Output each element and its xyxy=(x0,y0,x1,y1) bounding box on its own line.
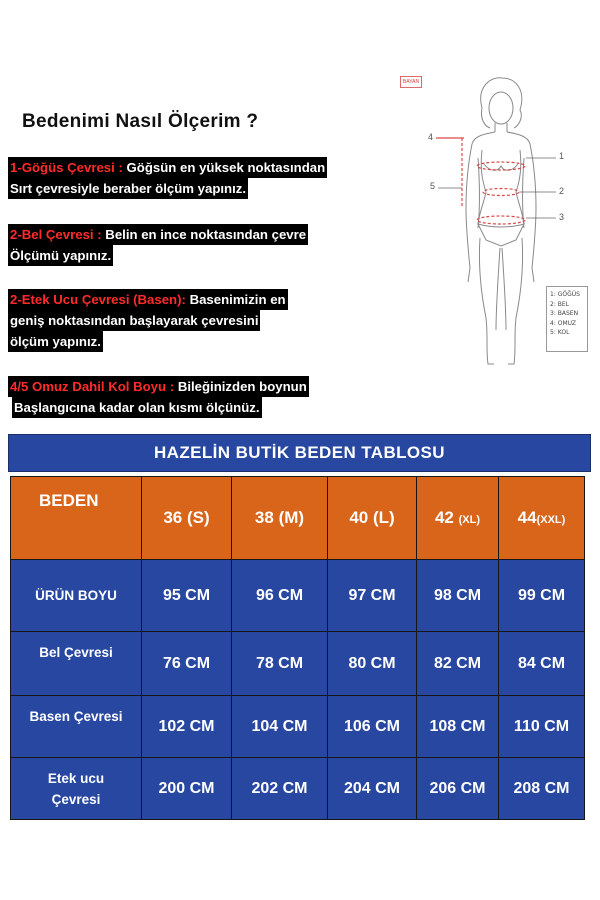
size-table xyxy=(10,476,585,820)
badge: BAYAN xyxy=(400,76,422,88)
table-cell: 95 CM xyxy=(142,560,232,632)
instruction-sleeve xyxy=(8,376,309,418)
table-row xyxy=(11,696,585,758)
size-header-label: BEDEN xyxy=(11,477,142,560)
instruction-text: Başlangıcına kadar olan kısmı ölçünüz. xyxy=(12,397,262,418)
size-header-cell: 42 (XL) xyxy=(417,477,499,560)
table-row xyxy=(11,758,585,820)
table-cell: 82 CM xyxy=(417,632,499,696)
marker-4: 4 xyxy=(428,132,434,142)
row-label: Bel Çevresi xyxy=(11,632,142,696)
table-row xyxy=(11,632,585,696)
table-row xyxy=(11,560,585,632)
instruction-text: Bileğinizden boynun xyxy=(177,379,307,394)
instruction-label: 1-Göğüs Çevresi : xyxy=(10,160,123,175)
table-cell: 202 CM xyxy=(232,758,328,820)
table-cell: 104 CM xyxy=(232,696,328,758)
instruction-label: 4/5 Omuz Dahil Kol Boyu : xyxy=(10,379,175,394)
legend-item: 1: GÖĞÜS xyxy=(550,291,580,298)
table-cell: 106 CM xyxy=(328,696,417,758)
marker-1: 1 xyxy=(559,151,565,161)
table-cell: 78 CM xyxy=(232,632,328,696)
table-cell: 204 CM xyxy=(328,758,417,820)
row-label: Basen Çevresi xyxy=(11,696,142,758)
size-header-cell: 36 (S) xyxy=(142,477,232,560)
table-cell: 206 CM xyxy=(417,758,499,820)
marker-2: 2 xyxy=(559,186,565,196)
table-cell: 208 CM xyxy=(499,758,585,820)
table-cell: 98 CM xyxy=(417,560,499,632)
table-cell: 200 CM xyxy=(142,758,232,820)
instruction-label: 2-Etek Ucu Çevresi (Basen): xyxy=(10,292,186,307)
legend-item: 3: BASEN xyxy=(550,310,579,317)
size-table-title: HAZELİN BUTİK BEDEN TABLOSU xyxy=(8,434,591,472)
instruction-label: 2-Bel Çevresi : xyxy=(10,227,102,242)
marker-5: 5 xyxy=(430,181,436,191)
size-header-cell: 44(XXL) xyxy=(499,477,585,560)
instruction-text: Belin en ince noktasından çevre xyxy=(105,227,307,242)
legend-item: 4: OMUZ xyxy=(550,319,577,327)
row-label: Etek ucu Çevresi xyxy=(11,758,142,820)
instruction-text: geniş noktasından başlayarak çevresini xyxy=(8,310,260,331)
instruction-text: Göğsün en yüksek noktasından xyxy=(126,160,326,175)
figure-legend xyxy=(546,286,588,352)
size-header-row xyxy=(11,477,585,560)
instruction-chest xyxy=(8,157,327,199)
instruction-text: Sırt çevresiyle beraber ölçüm yapınız. xyxy=(8,178,248,199)
size-header-cell: 38 (M) xyxy=(232,477,328,560)
table-cell: 76 CM xyxy=(142,632,232,696)
instruction-text: Ölçümü yapınız. xyxy=(8,245,113,266)
instruction-waist xyxy=(8,224,308,266)
table-cell: 80 CM xyxy=(328,632,417,696)
table-cell: 102 CM xyxy=(142,696,232,758)
instruction-text: Basenimizin en xyxy=(189,292,286,307)
legend-item: 5: KOL xyxy=(550,329,570,336)
page-title: Bedenimi Nasıl Ölçerim ? xyxy=(22,111,259,132)
table-cell: 110 CM xyxy=(499,696,585,758)
row-label: ÜRÜN BOYU xyxy=(11,560,142,632)
size-header-cell: 40 (L) xyxy=(328,477,417,560)
table-cell: 84 CM xyxy=(499,632,585,696)
body-measurement-figure xyxy=(396,68,596,378)
instruction-text: ölçüm yapınız. xyxy=(8,331,103,352)
table-cell: 99 CM xyxy=(499,560,585,632)
table-cell: 97 CM xyxy=(328,560,417,632)
table-cell: 96 CM xyxy=(232,560,328,632)
table-cell: 108 CM xyxy=(417,696,499,758)
marker-3: 3 xyxy=(559,212,565,222)
legend-item: 2: BEL xyxy=(550,300,569,308)
instruction-hip xyxy=(8,289,288,352)
